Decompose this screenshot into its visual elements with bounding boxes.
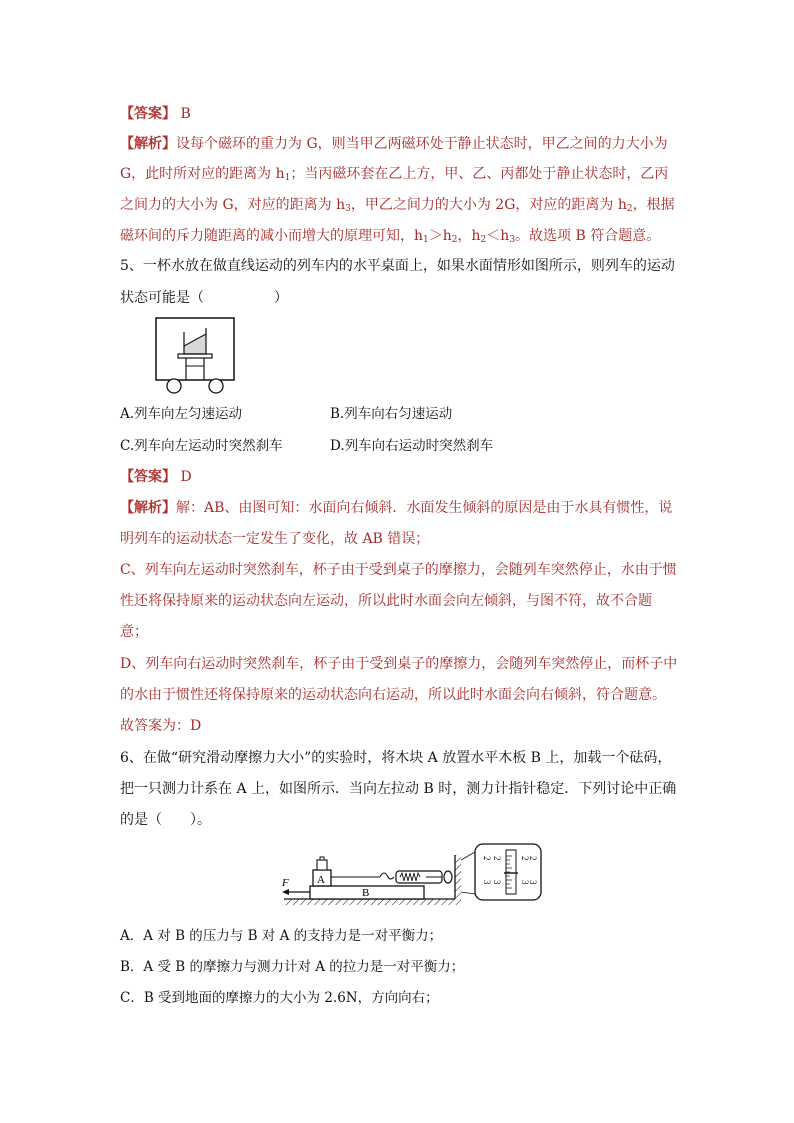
weight-knob <box>320 857 324 860</box>
force-arrow-head <box>282 889 289 895</box>
block-a-label: A <box>317 874 325 886</box>
q4-analysis-text-3b: ，甲乙之间力的大小为 2G，对应的距离为 h <box>350 197 627 213</box>
q5-analysis-line-1 <box>120 498 672 518</box>
weight <box>317 860 327 870</box>
q4-analysis-text-4b: ＞h <box>428 228 452 244</box>
q5-stem-line-1: 5、一杯水放在做直线运动的列车内的水平桌面上，如果水面情形如图所示，则列车的运动 <box>120 258 675 274</box>
q4-answer-value: B <box>180 106 191 122</box>
q5-option-c: C.列车向左运动时突然刹车 <box>120 438 283 454</box>
wall-ring <box>444 871 452 883</box>
train-cup-figure <box>150 316 240 396</box>
q4-sub-1: 1 <box>284 173 291 183</box>
svg-text:2: 2 <box>528 856 538 861</box>
q6-stem-line-2: 把一只测力计系在 A 上，如图所示．当向左拉动 B 时，测力计指针稳定．下列讨论中正确 <box>120 781 677 797</box>
train-wheel-right <box>209 379 223 393</box>
q4-analysis-text-3c: ，根据 <box>632 197 675 213</box>
svg-text:2: 2 <box>482 856 492 861</box>
q5-answer-line <box>120 467 192 487</box>
wall-hatch <box>455 855 461 905</box>
q5-analysis-text-1: 解：AB、由图可知：水面向右倾斜．水面发生倾斜的原因是由于水具有惯性，说 <box>176 500 673 516</box>
q5-answer-tag: 【答案】 <box>120 469 176 485</box>
q4-sub-3: 3 <box>345 204 351 214</box>
q5-option-a: A.列车向左匀速运动 <box>120 406 243 422</box>
ground-hatch <box>284 899 455 905</box>
q4-analysis-text-2b: ；当丙磁环套在乙上方，甲、乙、丙都处于静止状态时，乙丙 <box>290 166 669 182</box>
spring-scale-hook <box>380 873 394 879</box>
q4-analysis-text-4a: 磁环间的斥力随距离的减小而增大的原理可知，h <box>120 228 424 244</box>
table-top <box>178 354 212 358</box>
q4-analysis-line-1 <box>120 134 668 154</box>
q4-analysis-line-3 <box>120 195 675 215</box>
q5-analysis-line-3: C、列车向左运动时突然刹车，杯子由于受到桌子的摩擦力，会随列车突然停止，水由于惯 <box>120 562 677 578</box>
zoom-line-bottom <box>461 892 475 894</box>
q4-sub-4b: 2 <box>451 235 458 245</box>
svg-text:2: 2 <box>520 856 530 861</box>
q4-analysis-line-2 <box>120 164 668 184</box>
q4-analysis-tag: 【解析】 <box>120 136 176 152</box>
q4-analysis-text-4e: 。故选项 B 符合题意。 <box>515 228 661 244</box>
svg-text:3: 3 <box>528 880 538 885</box>
q4-sub-4a: 1 <box>423 235 429 245</box>
q4-sub-4c: 2 <box>480 235 487 245</box>
board-b-label: B <box>362 887 370 899</box>
q6-option-a: A．A 对 B 的压力与 B 对 A 的支持力是一对平衡力； <box>120 928 443 944</box>
svg-text:3: 3 <box>492 880 502 885</box>
q5-analysis-line-4: 性还将保持原来的运动状态向左运动，所以此时水面会向左倾斜，与图不符，故不合题 <box>120 593 652 609</box>
q6-option-b: B．A 受 B 的摩擦力与测力计对 A 的拉力是一对平衡力； <box>120 959 465 975</box>
q5-analysis-line-8: 故答案为：D <box>120 718 202 734</box>
q5-option-d: D.列车向右运动时突然刹车 <box>330 438 494 454</box>
q6-option-c: C．B 受到地面的摩擦力的大小为 2.6N，方向向右； <box>120 990 439 1006</box>
q4-analysis-text-3a: 之间力的大小为 G，对应的距离为 h <box>120 197 346 213</box>
q6-stem-line-1: 6、在做“研究滑动摩擦力大小”的实验时，将木块 A 放置水平木板 B 上，加载一个砝码， <box>120 750 672 766</box>
q4-analysis-text-4d: ＜h <box>486 228 510 244</box>
q4-sub-2: 2 <box>626 204 633 214</box>
svg-text:3: 3 <box>520 880 530 885</box>
svg-text:3: 3 <box>482 880 492 885</box>
q5-option-b: B.列车向右匀速运动 <box>330 406 453 422</box>
force-label: F <box>282 877 289 889</box>
q4-analysis-text-1: 设每个磁环的重力为 G，则当甲乙两磁环处于静止状态时，甲乙之间的力大小为 <box>176 136 668 152</box>
friction-experiment-figure <box>280 840 550 916</box>
q5-analysis-line-5: 意； <box>120 624 148 640</box>
q4-analysis-line-4 <box>120 226 660 246</box>
zoom-line-top <box>461 852 475 860</box>
q5-stem-line-2: 状态可能是（ ） <box>120 290 288 306</box>
train-wheel-left <box>167 379 181 393</box>
q4-analysis-text-4c: ，h <box>457 228 481 244</box>
q5-analysis-line-6: D、列车向右运动时突然刹车，杯子由于受到桌子的摩擦力，会随列车突然停止，而杯子中 <box>120 656 678 672</box>
q5-analysis-line-2: 明列车的运动状态一定发生了变化，故 AB 错误； <box>120 531 430 547</box>
q5-answer-value: D <box>180 469 192 485</box>
q4-answer-tag: 【答案】 <box>120 106 176 122</box>
svg-text:2: 2 <box>492 856 502 861</box>
q5-analysis-tag: 【解析】 <box>120 500 176 516</box>
q5-analysis-line-7: 的水由于惯性还将保持原来的运动状态向右运动，所以此时水面会向右倾斜，符合题意。 <box>120 687 666 703</box>
q4-analysis-text-2a: G，此时所对应的距离为 h <box>120 166 285 182</box>
q4-answer-line <box>120 104 191 124</box>
q6-stem-line-3: 的是（ ）。 <box>120 812 211 828</box>
q4-sub-4d: 3 <box>509 235 516 245</box>
